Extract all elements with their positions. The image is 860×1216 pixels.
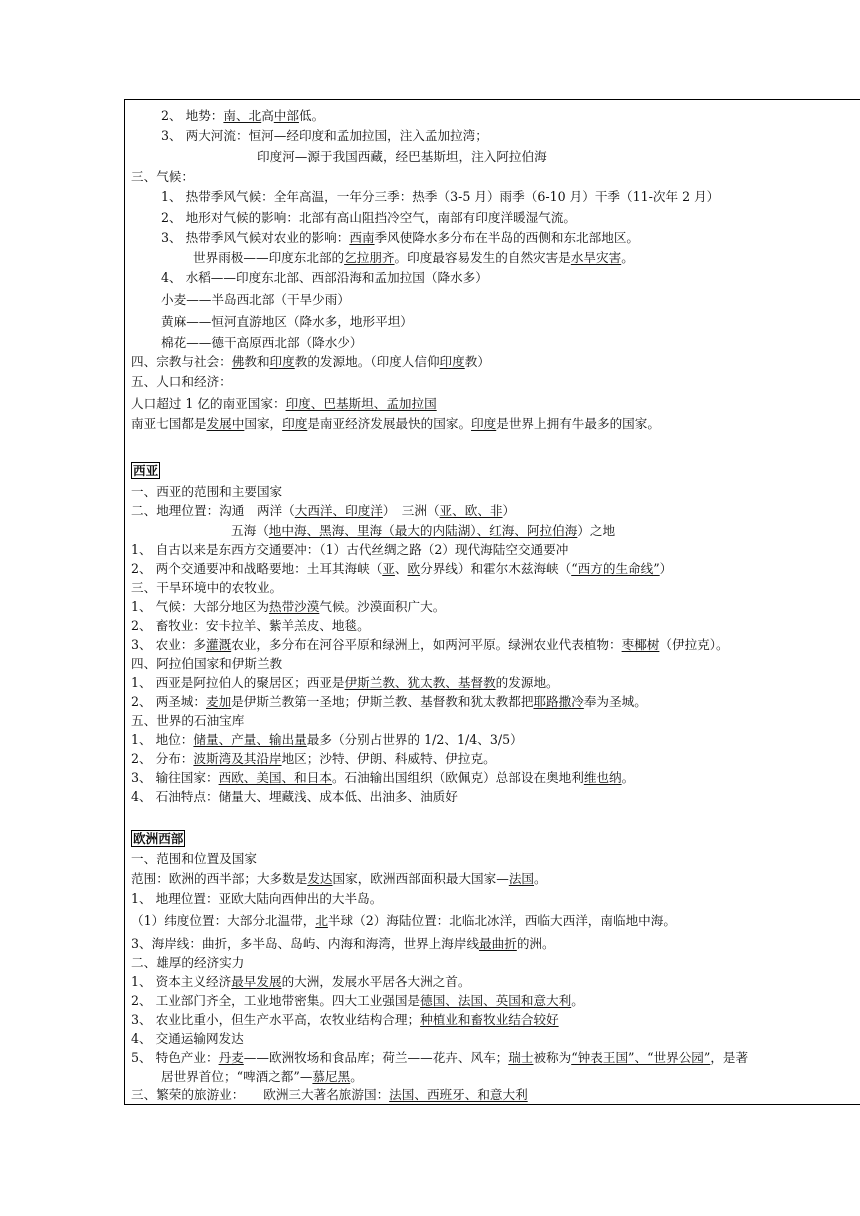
underlined-answer: 西欧、美国、和日本 [218,770,332,785]
text-line [131,580,282,596]
text-run: ） [502,503,516,518]
text-run: 一、西亚的范围和主要国家 [131,484,283,499]
text-run: 分界线）和霍尔木兹海峡（ [420,561,572,576]
text-line [131,618,370,634]
text-line [131,751,496,767]
underlined-answer: 最曲折 [479,936,517,951]
text-run: 4、 交通运输网发达 [131,1031,244,1046]
underlined-answer: 西南 [349,230,375,245]
text-line [131,732,523,748]
underlined-answer: 最早发展 [231,974,282,989]
underlined-answer: 印度、巴基斯坦、孟加拉国 [285,396,437,411]
text-run: 2、 两圣城： [131,694,206,709]
text-run: 。 [621,250,634,265]
text-run: 季风使降水多分布在半岛的西侧和东北部地区。 [374,230,639,245]
text-run: 国家，欧洲西部面积最大国家— [332,871,509,886]
text-line [161,230,639,246]
text-run: 。 [534,871,547,886]
text-line [131,770,634,786]
text-run: 欧洲西部 [133,831,184,846]
text-line [131,637,729,653]
underlined-answer: 麦加 [206,694,232,709]
text-run: ）之地 [577,523,616,538]
text-line [161,314,413,330]
text-run: 3、 输往国家： [131,770,219,785]
underlined-answer: 热带沙漠 [268,599,320,614]
text-run: 教和 [244,354,270,369]
text-run: 是伊斯兰教第一圣地；伊斯兰教、基督教和犹太教都把 [231,694,534,709]
underlined-answer: 中部 [273,108,299,123]
underlined-answer: 枣椰树 [621,637,660,652]
text-run: 的洲。 [516,936,555,951]
underlined-answer: 发达 [307,871,333,886]
text-run: 1、 地位： [131,732,194,747]
text-run: 世界雨极——印度东北部的 [193,250,345,265]
text-line [131,789,458,805]
text-run: 人口超过 1 亿的南亚国家： [131,396,286,411]
underlined-answer: 耶路撒冷 [533,694,584,709]
text-run: 2、 两个交通要冲和战略要地：土耳其海峡（ [131,561,383,576]
text-line [131,656,282,672]
text-run: ，是著 [710,1050,749,1065]
text-run: 地区；沙特、伊朗、科威特、伊拉克。 [281,751,496,766]
text-run: 2、 地势： [161,108,224,123]
underlined-answer: 印度 [269,354,295,369]
underlined-answer: 南、北 [223,108,262,123]
text-run: 三、气候： [131,169,194,184]
text-run: 4、 水稻——印度东北部、西部沿海和孟加拉国（降水多） [161,270,488,285]
text-run: （1）纬度位置：大部分北温带， [131,913,316,928]
text-run: 教的发源地。（印度人信仰 [294,354,440,369]
text-line [131,484,282,500]
text-line [131,891,382,907]
text-line [131,503,515,519]
underlined-answer: 欧 [407,561,421,576]
text-run: 二、地理位置：沟通 两洋（ [131,503,295,518]
underlined-answer: 瑞士 [508,1050,534,1065]
text-line [131,974,470,990]
text-line [161,108,324,124]
text-run: 是世界上拥有牛最多的国家。 [496,416,660,431]
text-line [131,675,559,691]
text-run: 3、 农业比重小，但生产水平高，农牧业结构合理； [131,1012,421,1027]
text-line [231,523,615,539]
text-run: 1、 西亚是阿拉伯人的聚居区；西亚是 [131,675,345,690]
text-line [161,292,350,308]
underlined-answer: 地中海、黑海、里海（最大的内陆湖）、红海、阿拉伯海 [268,523,578,538]
text-run: 二、雄厚的经济实力 [131,955,245,970]
text-line [131,1031,244,1047]
text-run: 五、世界的石油宝库 [131,713,245,728]
text-run: 居世界首位；“啤酒之都”— [161,1069,313,1084]
text-run: 三、繁荣的旅游业： 欧洲三大著名旅游国： [131,1087,390,1102]
underlined-answer: 丹麦 [218,1050,244,1065]
underlined-answer: 印度 [282,416,308,431]
text-run: 。 [621,770,635,785]
underlined-answer: 种植业和畜牧业结合较好 [420,1012,559,1027]
text-run: （伊拉克）。 [659,637,729,652]
underlined-answer: 法国、西班牙、和意大利 [389,1087,528,1102]
text-line [161,335,363,351]
text-line [131,871,547,887]
text-run: ） 三洲（ [382,503,440,518]
text-line [131,936,555,952]
text-run: 。 [350,1069,363,1084]
underlined-answer: 印度 [439,354,465,369]
underlined-answer: 伊斯兰教、犹太教、基督教 [344,675,496,690]
text-run: 棉花——德干高原西北部（降水少） [161,335,363,350]
underlined-answer: 维也纳 [583,770,622,785]
text-run: 西亚 [133,463,159,478]
underlined-answer: 灌溉 [206,637,232,652]
text-run: 三、干旱环境中的农牧业。 [131,580,283,595]
text-run: ——欧洲牧场和食品库；荷兰——花卉、风车； [243,1050,509,1065]
underlined-answer: 慕尼黑 [312,1069,351,1084]
text-run: 被称为 [533,1050,572,1065]
text-line [131,713,244,729]
text-line [161,128,488,144]
text-run: 是南亚经济发展最快的国家。 [307,416,472,431]
text-run: 3、 两大河流：恒河—经印度和孟加拉国，注入孟加拉湾； [161,128,488,143]
text-run: 2、 分布： [131,751,194,766]
text-run: 1、 热带季风气候：全年高温，一年分三季：热季（3-5 月）雨季（6-10 月）干季（11-次年 2 月） [161,189,720,204]
text-run: 5、 特色产业： [131,1050,219,1065]
text-run: 、 [394,561,408,576]
underlined-answer: 波斯湾及其沿岸 [193,751,282,766]
text-run: 农业，多分布在河谷平原和绿洲上，如两河平原。绿洲农业代表植物： [231,637,622,652]
underlined-answer: 亚、欧、非 [439,503,503,518]
text-run: 4、 石油特点：储量大、埋藏浅、成本低、出油多、油质好 [131,789,458,804]
text-line [161,210,576,226]
text-line [131,561,672,577]
text-run: 。石油输出国组织（欧佩克）总部设在奥地利 [331,770,584,785]
text-run: 低。 [298,108,325,123]
underlined-answer: 水旱灾害 [570,250,622,265]
underlined-answer: 德国、法国、英国和意大利 [420,993,572,1008]
text-run: 国家， [244,416,283,431]
text-run: 1、 地理位置：亚欧大陆向西伸出的大半岛。 [131,891,383,906]
underlined-answer: 大西洋、印度洋 [294,503,383,518]
text-line [131,913,676,929]
underlined-answer: 北 [315,913,328,928]
text-line [131,374,232,390]
text-run: 2、 畜牧业：安卡拉羊、紫羊羔皮、地毯。 [131,618,370,633]
text-line [131,1087,528,1103]
text-line [131,599,445,615]
text-line [131,1050,748,1066]
text-run: 范围：欧洲的西半部；大多数是 [131,871,308,886]
text-run: 1、 资本主义经济 [131,974,232,989]
text-run: 的发源地。 [495,675,559,690]
text-run: 南亚七国都是 [131,416,207,431]
text-run: 1、 自古以来是东西方交通要冲：（1）古代丝绸之路（2）现代海陆空交通要冲 [131,542,569,557]
text-run: 印度河—源于我国西藏，经巴基斯坦，注入阿拉伯海 [257,149,547,164]
text-line [131,851,257,867]
text-run: 1、 气候：大部分地区为 [131,599,269,614]
text-line [161,189,719,205]
text-line [131,354,490,370]
section-heading [131,463,160,479]
text-run: 半球（2）海陆位置：北临北冰洋，西临大西洋，南临地中海。 [327,913,676,928]
underlined-answer: 佛 [231,354,245,369]
text-line [161,270,488,286]
text-line [131,542,568,558]
underlined-answer: 法国 [508,871,534,886]
text-run: 四、阿拉伯国家和伊斯兰教 [131,656,283,671]
text-run: 3、 农业：多 [131,637,206,652]
text-run: 。 [571,993,584,1008]
text-run: 奉为圣城。 [583,694,647,709]
underlined-answer: “西方的生命线” [571,561,660,576]
text-run: 。印度最容易发生的自然灾害是 [394,250,571,265]
text-line [131,169,194,185]
text-run: 2、 地形对气候的影响：北部有高山阻挡冷空气，南部有印度洋暖湿气流。 [161,210,577,225]
section-heading [131,831,185,847]
text-run: 气候。沙漠面积广大。 [319,599,446,614]
text-line [131,1012,559,1028]
text-run: 四、宗教与社会： [131,354,232,369]
text-run: 2、 工业部门齐全，工业地带密集。四大工业强国是 [131,993,421,1008]
text-line [131,396,437,412]
text-run: 最多（分别占世界的 1/2、1/4、3/5） [306,732,523,747]
text-run: 五、人口和经济： [131,374,232,389]
text-run: ） [659,561,673,576]
underlined-answer: 乞拉朋齐 [344,250,395,265]
underlined-answer: 印度 [471,416,497,431]
text-run: 小麦——半岛西北部（干旱少雨） [161,292,350,307]
text-line [131,955,244,971]
text-run: 教） [464,354,490,369]
text-run: 五海（ [231,523,269,538]
text-line [257,149,547,165]
text-line [161,1069,363,1085]
text-run: 一、范围和位置及国家 [131,851,257,866]
underlined-answer: 亚 [382,561,395,576]
text-run: 3、海岸线：曲折，多半岛、岛屿、内海和海湾，世界上海岸线 [131,936,480,951]
text-run: 的大洲，发展水平居各大洲之首。 [281,974,471,989]
underlined-answer: 储量、产量、输出量 [193,732,307,747]
text-line [131,993,584,1009]
underlined-answer: “钟表王国”、“世界公园” [571,1050,711,1065]
text-run: 3、 热带季风气候对农业的影响： [161,230,350,245]
underlined-answer: 发展中 [206,416,245,431]
text-run: 高 [261,108,274,123]
text-run: 黄麻——恒河直游地区（降水多，地形平坦） [161,314,413,329]
text-line [131,416,660,432]
text-line [193,250,634,266]
text-line [131,694,647,710]
